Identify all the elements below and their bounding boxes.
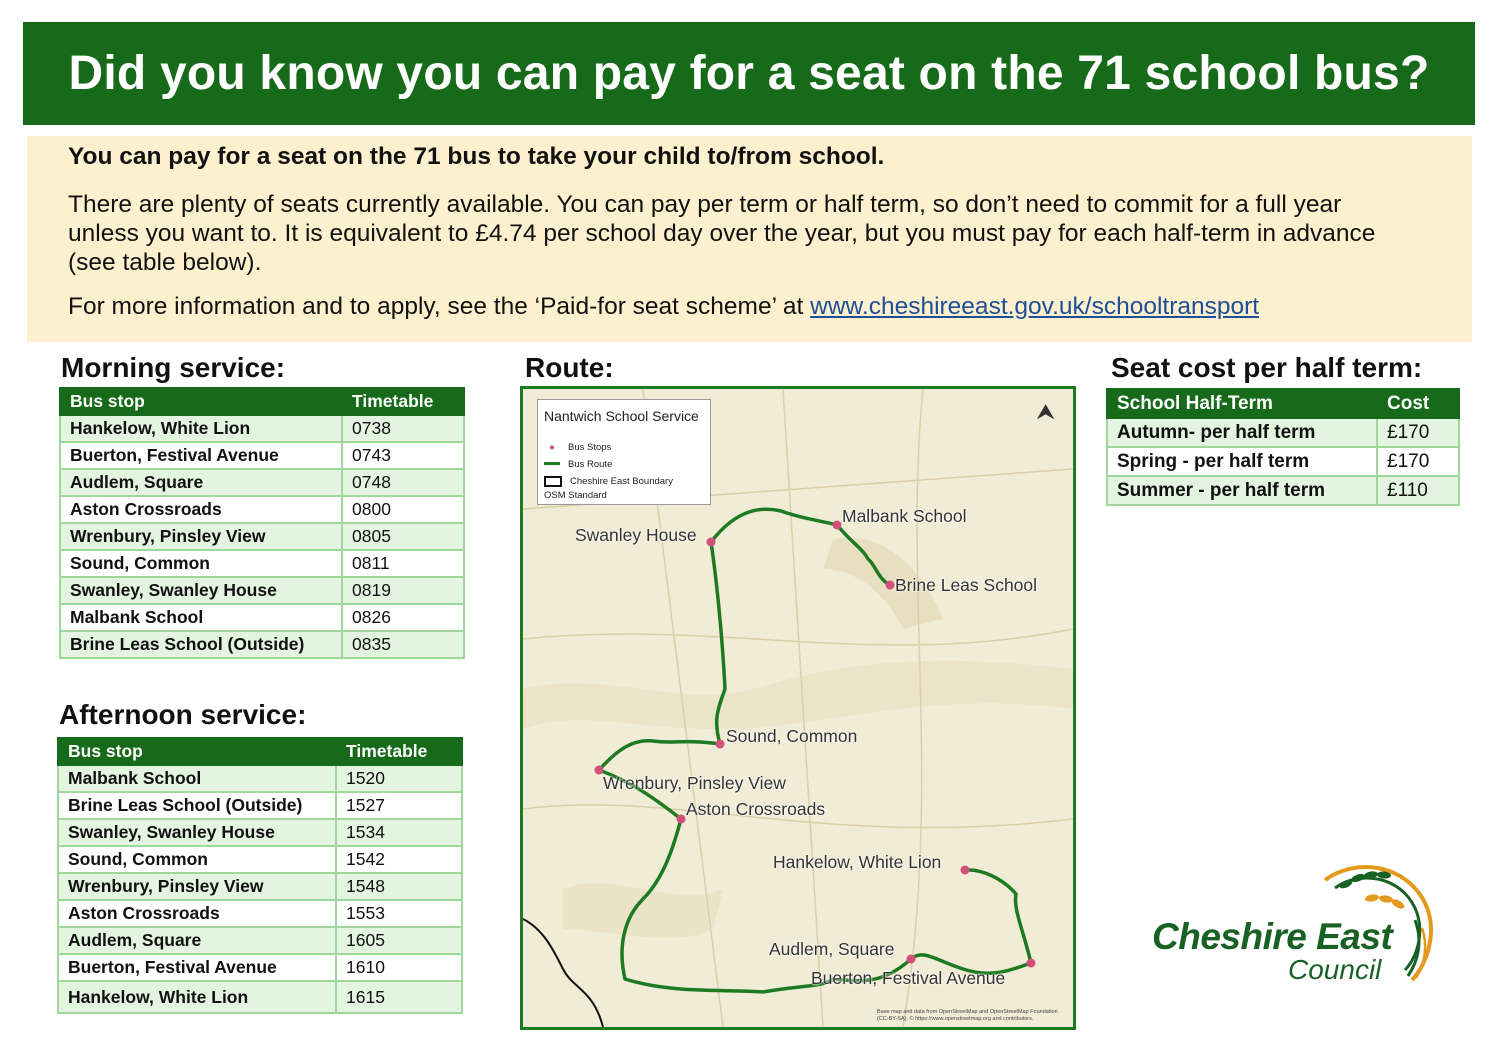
cost-stop-cell: Summer - per half term [1107, 476, 1377, 505]
morning-stop-cell: Wrenbury, Pinsley View [60, 523, 342, 550]
morning-value-cell: 0835 [342, 631, 464, 658]
stop-label: Sound, Common [726, 726, 858, 746]
bus-stop-marker [716, 740, 725, 749]
morning-stop-cell: Sound, Common [60, 550, 342, 577]
morning-stop-cell: Swanley, Swanley House [60, 577, 342, 604]
stop-label: Aston Crossroads [686, 799, 826, 819]
afternoon-value-cell: 1542 [336, 846, 462, 873]
bus-stop-marker [833, 521, 842, 530]
legend-title: Nantwich School Service [544, 408, 699, 424]
morning-row [60, 415, 464, 442]
morning-row [60, 604, 464, 631]
afternoon-value-cell: 1553 [336, 900, 462, 927]
morning-row [60, 523, 464, 550]
route-title: Route: [525, 352, 614, 383]
morning-stop-cell: Audlem, Square [60, 469, 342, 496]
afternoon-header-stop: Bus stop [58, 738, 336, 765]
morning-stop-cell: Buerton, Festival Avenue [60, 442, 342, 469]
afternoon-value-cell: 1605 [336, 927, 462, 954]
info-more [68, 292, 1259, 321]
cost-value-cell: £110 [1377, 476, 1459, 505]
morning-row [60, 496, 464, 523]
morning-header-time: Timetable [342, 388, 464, 415]
cost-value-cell: £170 [1377, 447, 1459, 476]
bus-stop-dot-icon: ● [549, 442, 555, 453]
afternoon-stop-cell: Brine Leas School (Outside) [58, 792, 336, 819]
afternoon-row [58, 900, 462, 927]
morning-value-cell: 0738 [342, 415, 464, 442]
map-terrain-south [563, 883, 723, 938]
afternoon-value-cell: 1615 [336, 981, 462, 1013]
afternoon-stop-cell: Swanley, Swanley House [58, 819, 336, 846]
afternoon-row [58, 954, 462, 981]
morning-row [60, 631, 464, 658]
afternoon-value-cell: 1610 [336, 954, 462, 981]
afternoon-row [58, 873, 462, 900]
afternoon-stop-cell: Audlem, Square [58, 927, 336, 954]
cost-row [1107, 447, 1459, 476]
bus-stop-marker [1027, 959, 1036, 968]
afternoon-value-cell: 1534 [336, 819, 462, 846]
stop-label: Malbank School [842, 506, 967, 526]
morning-table [59, 387, 465, 659]
info-panel [27, 136, 1472, 342]
morning-header-stop: Bus stop [60, 388, 342, 415]
route-line-icon [544, 462, 560, 465]
info-lead: You can pay for a seat on the 71 bus to take your child to/from school. [68, 143, 885, 170]
afternoon-stop-cell: Buerton, Festival Avenue [58, 954, 336, 981]
cost-title: Seat cost per half term: [1111, 352, 1423, 383]
afternoon-stop-cell: Sound, Common [58, 846, 336, 873]
page-title: Did you know you can pay for a seat on the 71 school bus? [68, 47, 1430, 100]
cost-table [1106, 388, 1460, 506]
afternoon-stop-cell: Malbank School [58, 765, 336, 792]
afternoon-row [58, 981, 462, 1013]
cost-header-cost: Cost [1377, 389, 1459, 418]
cost-row [1107, 418, 1459, 447]
legend-bus-stops: ● Bus Stops [544, 442, 611, 453]
schooltransport-link[interactable]: www.cheshireeast.gov.uk/schooltransport [810, 293, 1260, 320]
afternoon-value-cell: 1520 [336, 765, 462, 792]
cost-header-term: School Half-Term [1107, 389, 1377, 418]
morning-row [60, 550, 464, 577]
stop-label: Buerton, Festival Avenue [811, 968, 1006, 988]
morning-stop-cell: Malbank School [60, 604, 342, 631]
cost-value-cell: £170 [1377, 418, 1459, 447]
legend-boundary: Cheshire East Boundary [544, 476, 673, 487]
afternoon-stop-cell: Wrenbury, Pinsley View [58, 873, 336, 900]
afternoon-row [58, 819, 462, 846]
title-banner [23, 22, 1475, 125]
route-map [520, 386, 1076, 1030]
bus-stop-marker [961, 866, 970, 875]
bus-stop-marker [907, 955, 916, 964]
stop-label: Swanley House [575, 525, 697, 545]
cost-row [1107, 476, 1459, 505]
morning-value-cell: 0826 [342, 604, 464, 631]
afternoon-stop-cell: Aston Crossroads [58, 900, 336, 927]
map-attribution: Base map and data from OpenStreetMap and OpenStreetMap Foundation (CC-BY-SA). © https://www.openstreetmap.org and contributors. [877, 1009, 1058, 1022]
afternoon-row [58, 765, 462, 792]
morning-value-cell: 0805 [342, 523, 464, 550]
afternoon-value-cell: 1548 [336, 873, 462, 900]
morning-value-cell: 0819 [342, 577, 464, 604]
morning-stop-cell: Aston Crossroads [60, 496, 342, 523]
logo-name: Cheshire East [1152, 916, 1393, 957]
legend-bus-route: Bus Route [544, 459, 612, 470]
afternoon-row [58, 927, 462, 954]
afternoon-value-cell: 1527 [336, 792, 462, 819]
afternoon-stop-cell: Hankelow, White Lion [58, 981, 336, 1013]
north-arrow-icon: ⮝ [1036, 399, 1055, 424]
morning-row [60, 469, 464, 496]
stop-label: Wrenbury, Pinsley View [603, 773, 786, 793]
morning-value-cell: 0811 [342, 550, 464, 577]
morning-title: Morning service: [61, 352, 286, 383]
morning-row [60, 577, 464, 604]
stop-label: Hankelow, White Lion [773, 852, 942, 872]
cost-stop-cell: Autumn- per half term [1107, 418, 1377, 447]
info-body: There are plenty of seats currently available. You can pay per term or half term, so don’t need to commit for a full year unless you want to. It is equivalent to £4.74 per school day over the year, but you must pay for each half-term in advance (see table below). [68, 191, 1376, 276]
morning-value-cell: 0743 [342, 442, 464, 469]
info-more-text: For more information and to apply, see the ‘Paid-for seat scheme’ at [68, 293, 811, 320]
afternoon-header-time: Timetable [336, 738, 462, 765]
morning-row [60, 442, 464, 469]
boundary-box-icon [544, 476, 562, 487]
bus-stop-marker [886, 581, 895, 590]
morning-stop-cell: Brine Leas School (Outside) [60, 631, 342, 658]
bus-stop-marker [677, 815, 686, 824]
map-terrain [523, 661, 1073, 729]
afternoon-row [58, 846, 462, 873]
morning-value-cell: 0800 [342, 496, 464, 523]
cost-stop-cell: Spring - per half term [1107, 447, 1377, 476]
morning-value-cell: 0748 [342, 469, 464, 496]
afternoon-title: Afternoon service: [59, 699, 307, 730]
stop-label: Brine Leas School [895, 575, 1038, 595]
logo-council: Council [1288, 954, 1382, 985]
stop-label: Audlem, Square [769, 939, 895, 959]
afternoon-row [58, 792, 462, 819]
morning-stop-cell: Hankelow, White Lion [60, 415, 342, 442]
county-boundary [523, 919, 603, 1027]
bus-stop-marker [707, 538, 716, 547]
map-legend: Nantwich School Service ● Bus Stops Bus Route Cheshire East Boundary OSM Standard [537, 399, 711, 505]
afternoon-table [57, 737, 463, 1014]
council-logo [1150, 858, 1440, 998]
